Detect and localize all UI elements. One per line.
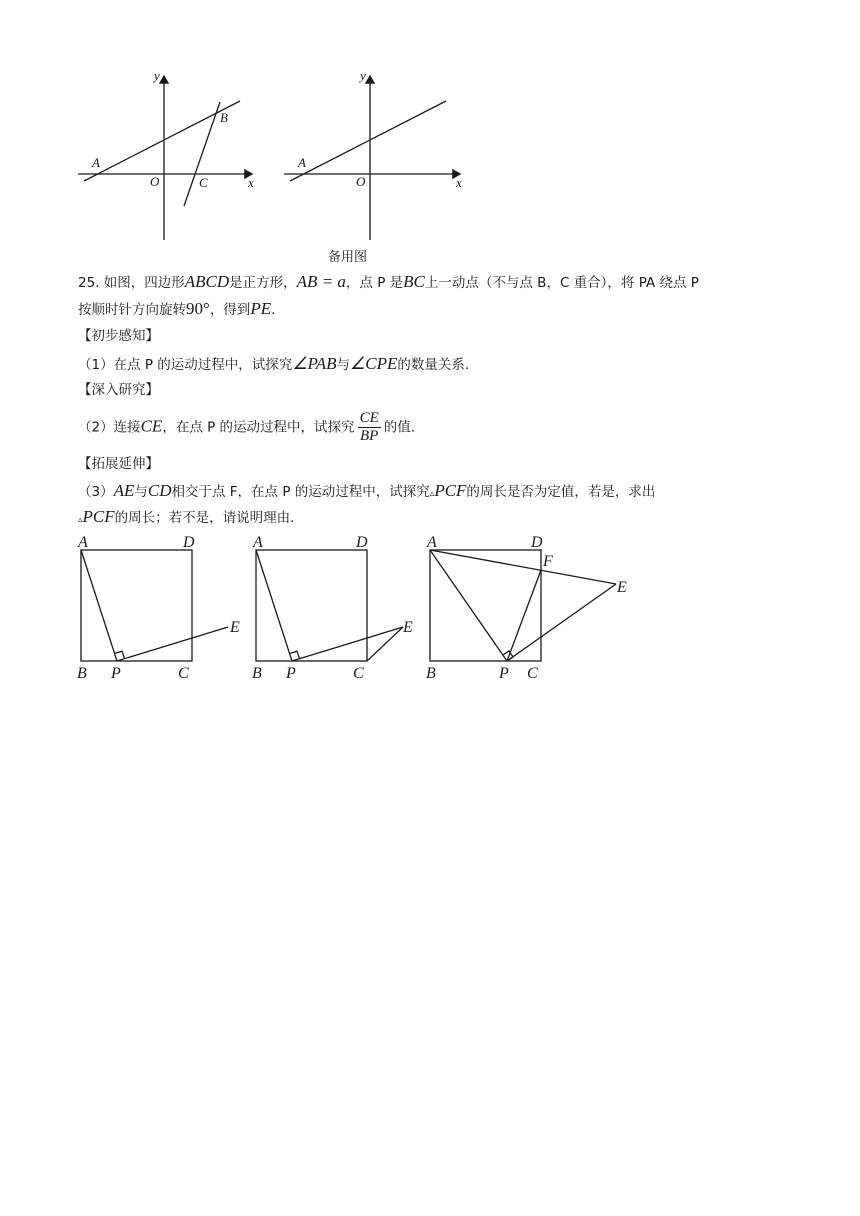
text: 如图，四边形 — [103, 275, 185, 291]
question-3-line-1 — [78, 481, 655, 504]
math-90-deg: 90° — [186, 299, 210, 318]
segment-AP — [81, 550, 117, 661]
coordinate-figure-right — [276, 66, 476, 246]
math-CD: CD — [147, 481, 172, 500]
text: （1）在点 P 的运动过程中，试探究 — [78, 357, 293, 373]
x-axis-label: x — [456, 175, 462, 190]
x-axis-label: x — [248, 175, 254, 190]
square-ABCD — [256, 550, 367, 661]
section-heading-1: 【初步感知】 — [78, 328, 159, 344]
segment-AE — [430, 550, 616, 584]
segment-PE — [292, 627, 403, 661]
section-heading-3: 【拓展延伸】 — [78, 456, 159, 472]
point-E-label: E — [617, 579, 627, 596]
point-B-label: B — [426, 665, 436, 682]
math-BC: BC — [403, 272, 425, 291]
square-figure-3 — [421, 532, 641, 682]
math-CE: CE — [140, 416, 163, 436]
section-heading-2: 【深入研究】 — [78, 382, 159, 398]
problem-number: 25. — [78, 275, 100, 291]
point-A-label: A — [427, 534, 437, 551]
line-BC — [184, 102, 220, 206]
point-C-label: C — [527, 665, 538, 682]
segment-AP — [430, 550, 507, 661]
problem-line-2 — [78, 299, 275, 320]
point-A-label: A — [92, 155, 100, 170]
question-1 — [78, 354, 469, 375]
figure-caption: 备用图 — [328, 250, 368, 265]
text: 与 — [134, 484, 148, 500]
segment-PE — [507, 584, 616, 661]
point-E-label: E — [230, 619, 240, 636]
text: （2）连接 — [78, 419, 141, 436]
question-3-line-2 — [78, 507, 294, 530]
math-PE: PE — [250, 299, 272, 318]
math-PCF: PCF — [434, 481, 467, 500]
question-2 — [78, 410, 415, 445]
square-figure-1 — [72, 532, 252, 682]
point-E-label: E — [403, 619, 413, 636]
text: 上一动点（不与点 B，C 重合），将 PA 绕点 P — [424, 275, 699, 291]
point-D-label: D — [531, 534, 543, 551]
math-AE: AE — [113, 481, 135, 500]
point-B-label: B — [252, 665, 262, 682]
y-axis-label: y — [360, 68, 366, 83]
problem-line-1 — [78, 272, 699, 293]
point-C-label: C — [199, 175, 208, 190]
text: 的数量关系. — [397, 357, 470, 373]
coordinate-figure-left — [70, 66, 270, 246]
text: ，得到 — [209, 302, 251, 318]
text: 按顺时针方向旋转 — [78, 302, 186, 318]
point-D-label: D — [356, 534, 368, 551]
segment-PF — [507, 570, 541, 661]
math-angle-PAB: ∠PAB — [292, 354, 337, 373]
triangle-symbol: ▵ — [429, 489, 435, 499]
point-B-label: B — [220, 110, 228, 125]
origin-label: O — [150, 174, 160, 189]
point-D-label: D — [183, 534, 195, 551]
text: 的周长；若不是，请说明理由. — [114, 510, 295, 526]
fraction-denominator: BP — [359, 428, 379, 444]
text: ，在点 P 的运动过程中，试探究 — [162, 419, 355, 436]
point-C-label: C — [178, 665, 189, 682]
text: . — [271, 302, 276, 318]
text: 的周长是否为定值，若是，求出 — [466, 484, 656, 500]
math-AB-eq-a: AB = a — [296, 272, 346, 291]
text: 与 — [336, 357, 351, 373]
math-PCF: PCF — [82, 507, 115, 526]
point-P-label: P — [286, 665, 296, 682]
text: 是正方形， — [229, 275, 297, 291]
point-P-label: P — [499, 665, 509, 682]
y-axis-label: y — [154, 68, 160, 83]
line-A — [290, 101, 446, 181]
segment-PE — [117, 627, 228, 661]
math-angle-CPE: ∠CPE — [350, 354, 398, 373]
point-A-label: A — [253, 534, 263, 551]
math-ABCD: ABCD — [184, 272, 230, 291]
triangle-symbol: ▵ — [78, 515, 83, 525]
fraction-numerator: CE — [359, 410, 379, 426]
text: 相交于点 F，在点 P 的运动过程中，试探究 — [171, 484, 430, 500]
point-C-label: C — [353, 665, 364, 682]
segment-AP — [256, 550, 292, 661]
point-A-label: A — [78, 534, 88, 551]
point-A-label: A — [298, 155, 306, 170]
fraction-CE-over-BP — [358, 410, 381, 445]
point-B-label: B — [77, 665, 87, 682]
point-P-label: P — [111, 665, 121, 682]
point-F-label: F — [543, 553, 553, 570]
square-ABCD — [81, 550, 192, 661]
square-figure-2 — [247, 532, 427, 682]
text: ，点 P 是 — [345, 275, 404, 291]
origin-label: O — [356, 174, 366, 189]
text: 的值. — [383, 419, 416, 436]
text: （3） — [78, 484, 114, 500]
